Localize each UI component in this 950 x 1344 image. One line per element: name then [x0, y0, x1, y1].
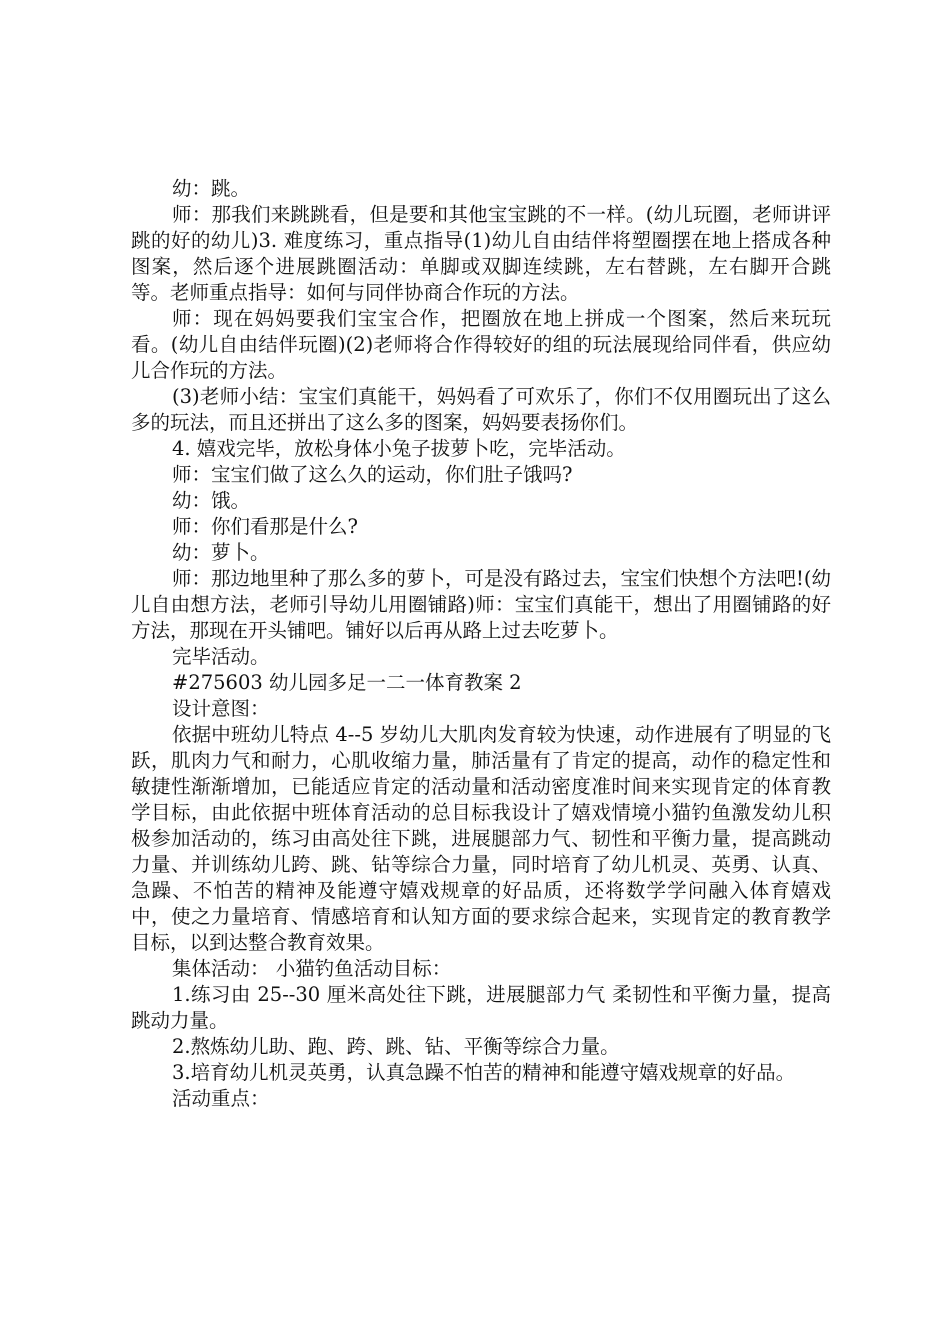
list-item: 1.练习由 25--30 厘米高处往下跳，进展腿部力气 柔韧性和平衡力量，提高跳动力量。 [131, 983, 831, 1032]
section-heading: #275603 幼儿园多足一二一体育教案 2 [172, 671, 522, 694]
paragraph: 师：现在妈妈要我们宝宝合作，把圈放在地上拼成一个图案，然后来玩玩看。(幼儿自由结伴玩圈)(2)老师将合作得较好的组的玩法展现给同伴看，供应幼儿合作玩的方法。 [131, 307, 831, 382]
paragraph: 依据中班幼儿特点 4--5 岁幼儿大肌肉发育较为快速，动作进展有了明显的飞跃，肌肉力气和耐力，心肌收缩力量，肺活量有了肯定的提高，动作的稳定性和敏捷性渐渐增加，已能适应肯定的活动量和活动密度准时间来实现肯定的体育教学目标，由此依据中班体育活动的总目标我设计了嬉戏情境小猫钓鱼激发幼儿积极参加活动的，练习由高处往下跳，进展腿部力气、韧性和平衡力量，提高跳动力量、并训练幼儿跨、跳、钻等综合力量，同时培育了幼儿机灵、英勇、认真、急躁、不怕苦的精神及能遵守嬉戏规章的好品质，还将数学学问融入体育嬉戏中，使之力量培育、情感培育和认知方面的要求综合起来，实现肯定的教育教学目标，以到达整合教育效果。 [131, 723, 831, 954]
paragraph: 活动重点： [172, 1087, 270, 1110]
paragraph: 幼：萝卜。 [172, 541, 270, 564]
paragraph: 幼：饿。 [172, 489, 251, 512]
paragraph: 完毕活动。 [172, 645, 270, 668]
paragraph: 师：那我们来跳跳看，但是要和其他宝宝跳的不一样。(幼儿玩圈，老师讲评跳的好的幼儿)3. 难度练习，重点指导(1)幼儿自由结伴将塑圈摆在地上搭成各种图案，然后逐个进展跳圈活动：单脚或双脚连续跳，左右替跳，左右脚开合跳等。老师重点指导：如何与同伴协商合作玩的方法。 [131, 203, 831, 304]
paragraph: 集体活动： 小猫钓鱼活动目标： [172, 957, 452, 980]
paragraph: 师：你们看那是什么? [172, 515, 358, 538]
list-item: 2.熬炼幼儿助、跑、跨、跳、钻、平衡等综合力量。 [172, 1035, 620, 1058]
paragraph: 师：那边地里种了那么多的萝卜，可是没有路过去，宝宝们快想个方法吧!(幼儿自由想方法，老师引导幼儿用圈铺路)师：宝宝们真能干，想出了用圈铺路的好方法，那现在开头铺吧。铺好以后再从路上过去吃萝卜。 [131, 567, 831, 642]
paragraph: 师：宝宝们做了这么久的运动，你们肚子饿吗? [172, 463, 573, 486]
document-body [131, 176, 831, 1112]
paragraph: 4. 嬉戏完毕，放松身体小兔子拔萝卜吃，完毕活动。 [172, 437, 626, 460]
paragraph: (3)老师小结：宝宝们真能干，妈妈看了可欢乐了，你们不仅用圈玩出了这么多的玩法，而且还拼出了这么多的图案，妈妈要表扬你们。 [131, 385, 831, 434]
list-item: 3.培育幼儿机灵英勇，认真急躁不怕苦的精神和能遵守嬉戏规章的好品。 [172, 1061, 796, 1084]
paragraph: 设计意图： [172, 697, 270, 720]
paragraph: 幼：跳。 [172, 177, 251, 200]
